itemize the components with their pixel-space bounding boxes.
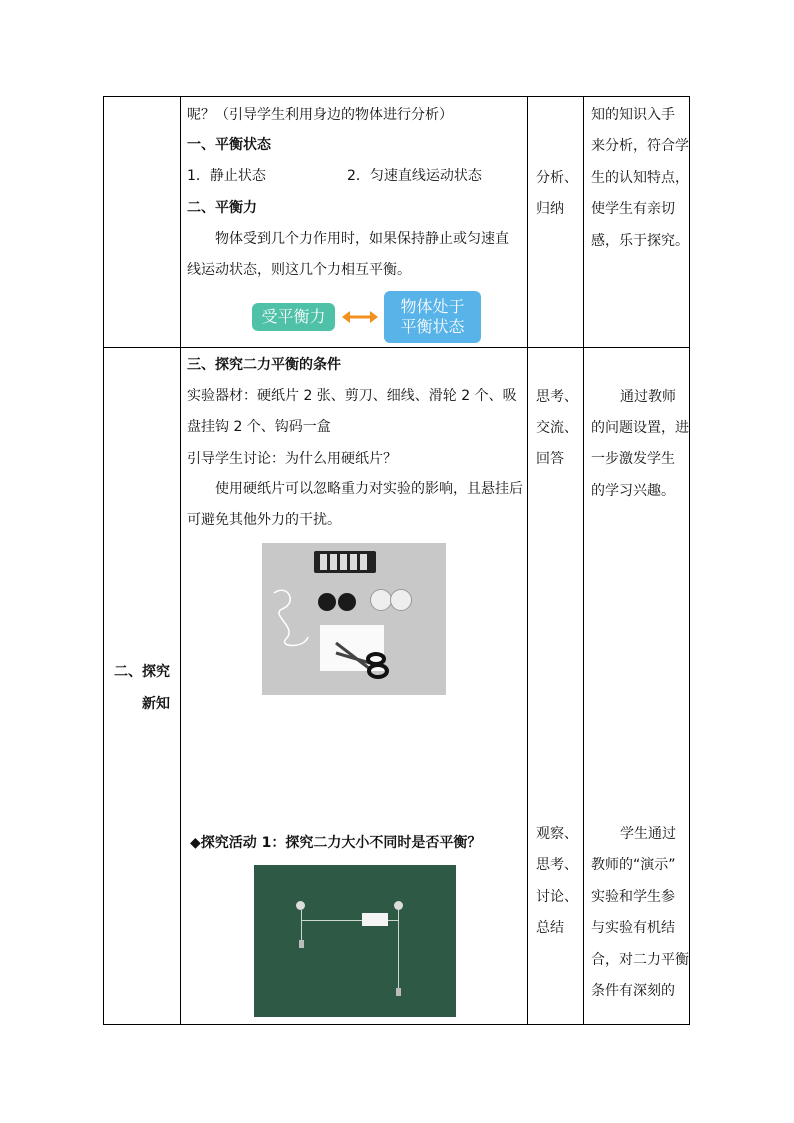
intent-line: 感，乐于探究。	[591, 233, 689, 249]
column-divider	[180, 97, 181, 1024]
activity-line: 分析、	[536, 170, 578, 186]
discussion-question: 引导学生讨论：为什么用硬纸片？	[187, 451, 397, 467]
balanced-force-box: 受平衡力	[252, 303, 335, 331]
intro-line: 呢？（引导学生利用身边的物体进行分析）	[187, 107, 453, 123]
suction-hook-icon	[390, 589, 412, 611]
equipment-photo	[262, 543, 446, 695]
intent-line: 实验和学生参	[591, 889, 675, 905]
weight-icon	[396, 988, 401, 996]
suction-hook-icon	[370, 589, 392, 611]
intent-line: 学生通过	[620, 826, 676, 842]
intent-line: 教师的“演示”	[591, 857, 676, 873]
heading-balance-state: 一、平衡状态	[187, 137, 271, 153]
activity-line: 观察、	[536, 826, 578, 842]
cardboard-piece	[362, 913, 388, 926]
intent-line: 合，对二力平衡	[591, 952, 689, 968]
balance-state-line: 物体处于	[400, 297, 465, 316]
row-divider	[104, 347, 689, 348]
activity-line: 交流、	[536, 420, 578, 436]
intent-line: 知的知识入手	[591, 107, 675, 123]
intent-line: 的问题设置，进	[591, 420, 689, 436]
activity-line: 总结	[536, 920, 564, 936]
heading-balanced-force: 二、平衡力	[187, 200, 257, 216]
intent-line: 通过教师	[620, 389, 676, 405]
balance-state-line: 平衡状态	[400, 317, 465, 336]
pulley-icon	[338, 593, 356, 611]
intent-line: 来分析，符合学	[591, 138, 689, 154]
activity-1-title: ◆探究活动 1：探究二力大小不同时是否平衡？	[190, 835, 482, 851]
pulley-icon	[296, 901, 305, 910]
activity-line: 思考、	[536, 389, 578, 405]
lesson-table	[103, 96, 690, 1025]
discussion-answer: 使用硬纸片可以忽略重力对实验的影响，且悬挂后可避免其他外力的干扰。	[187, 481, 523, 528]
section-title-line: 二、探究	[114, 664, 170, 680]
demo-photo	[254, 865, 456, 1017]
intent-line: 一步激发学生	[591, 451, 675, 467]
intent-line: 生的认知特点，	[591, 170, 689, 186]
column-divider	[527, 97, 528, 1024]
activity-line: 归纳	[536, 201, 564, 217]
balance-state-box	[384, 291, 481, 343]
balanced-force-definition: 物体受到几个力作用时，如果保持静止或匀速直线运动状态，则这几个力相互平衡。	[187, 231, 509, 278]
column-divider	[583, 97, 584, 1024]
pulley-icon	[318, 593, 336, 611]
materials-text: 实验器材：硬纸片 2 张、剪刀、细线、滑轮 2 个、吸盘挂钩 2 个、钩码一盒	[187, 388, 517, 435]
state-static: 1．静止状态	[187, 168, 266, 184]
state-uniform-motion: 2．匀速直线运动状态	[347, 168, 482, 184]
activity-line: 思考、	[536, 857, 578, 873]
scissors-icon	[332, 639, 392, 683]
pulley-icon	[394, 901, 403, 910]
heading-conditions: 三、探究二力平衡的条件	[187, 357, 341, 373]
intent-line: 的学习兴趣。	[591, 483, 675, 499]
section-title-line: 新知	[142, 696, 170, 712]
activity-line: 讨论、	[536, 889, 578, 905]
intent-line: 条件有深刻的	[591, 983, 675, 999]
weight-icon	[299, 940, 304, 948]
intent-line: 使学生有亲切	[591, 201, 675, 217]
string-coil	[268, 583, 316, 653]
double-arrow-icon	[342, 309, 378, 325]
activity-line: 回答	[536, 451, 564, 467]
intent-line: 与实验有机结	[591, 920, 675, 936]
